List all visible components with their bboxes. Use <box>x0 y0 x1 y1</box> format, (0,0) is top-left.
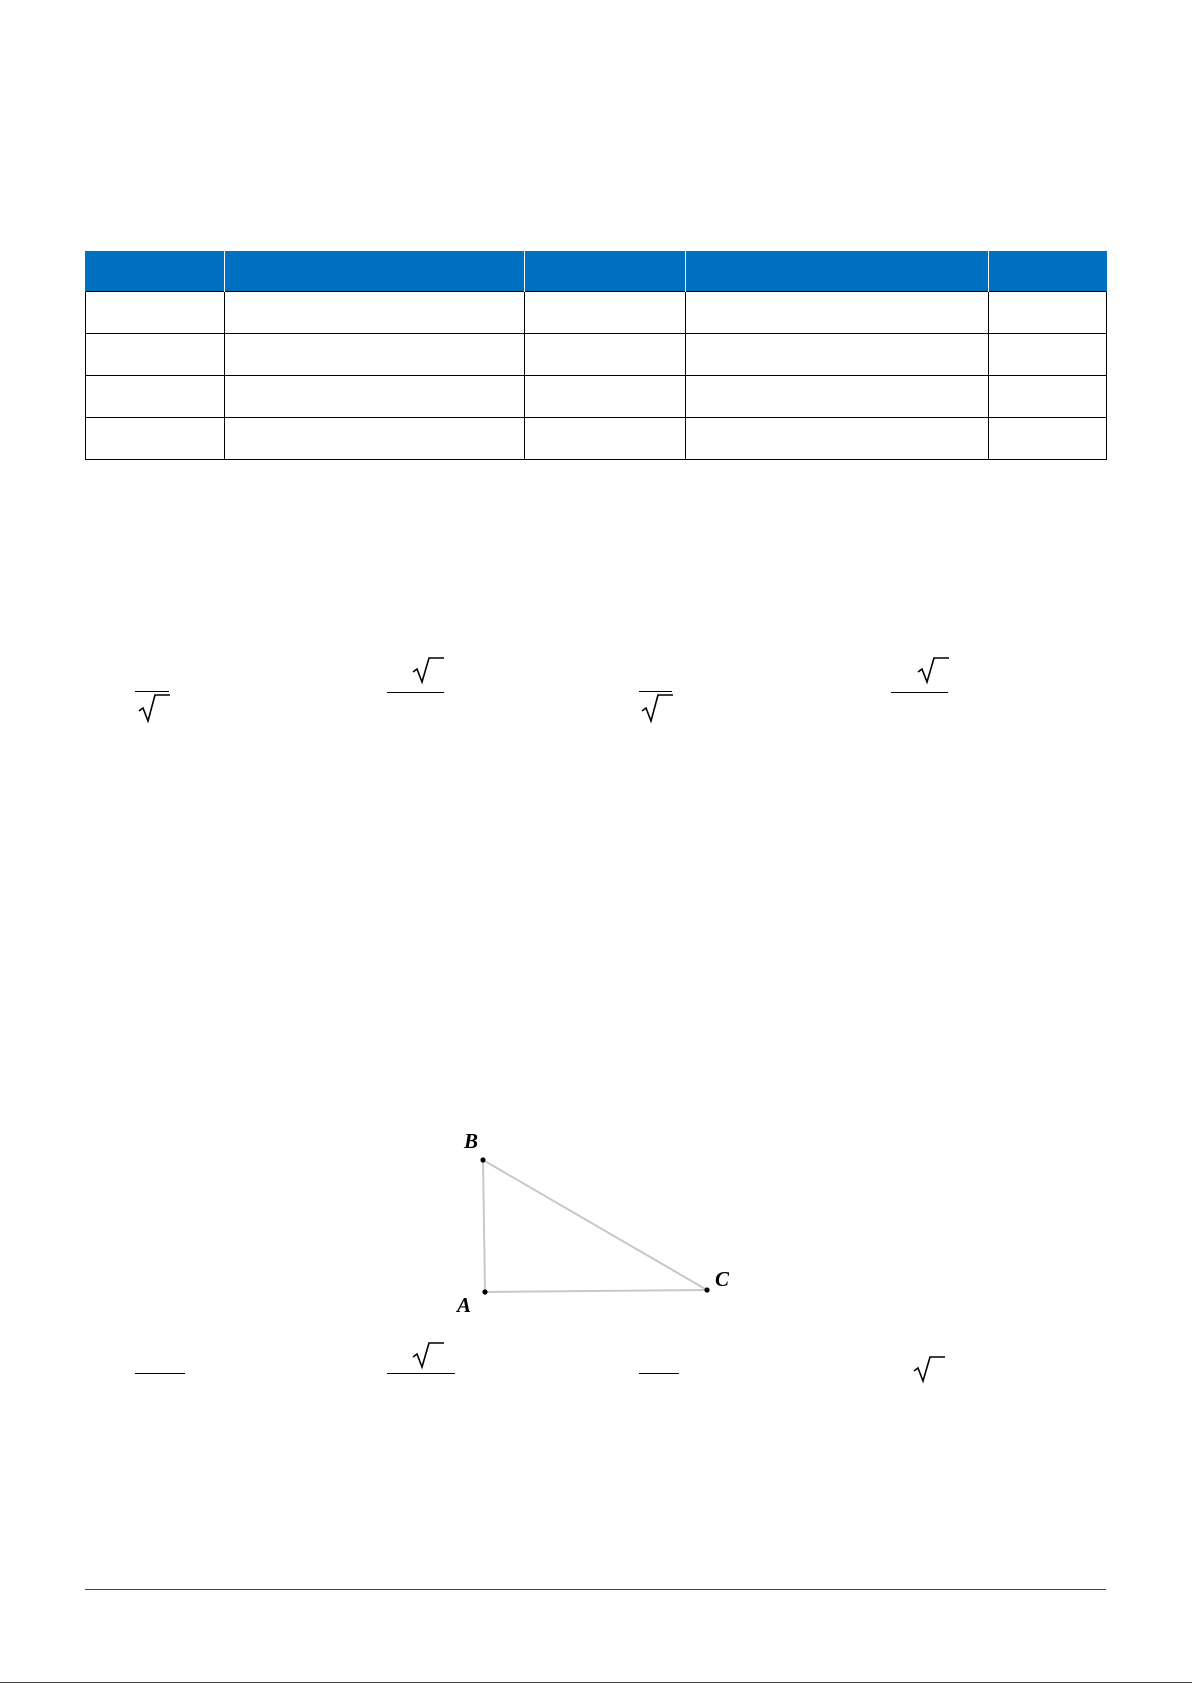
table-cell[interactable] <box>86 418 225 460</box>
table-cell[interactable] <box>525 292 686 334</box>
sqrt-icon <box>917 656 949 686</box>
table-cell[interactable] <box>525 334 686 376</box>
vertex-b-point <box>480 1157 485 1162</box>
sqrt-icon <box>412 656 444 686</box>
table-cell[interactable] <box>525 376 686 418</box>
table-cell[interactable] <box>686 334 989 376</box>
triangle-side-bc <box>483 1160 707 1290</box>
table-cell[interactable] <box>225 292 525 334</box>
right-triangle-figure <box>440 1125 740 1315</box>
table-header-cell <box>989 251 1107 292</box>
table-cell[interactable] <box>686 376 989 418</box>
table-cell[interactable] <box>525 418 686 460</box>
table-cell[interactable] <box>86 376 225 418</box>
vertex-b-label: B <box>464 1129 479 1153</box>
vertex-a-point <box>482 1289 487 1294</box>
footer-divider <box>85 1589 1106 1590</box>
table-header-cell <box>225 251 525 292</box>
fraction-bar <box>891 692 948 693</box>
table-cell[interactable] <box>989 334 1107 376</box>
table-cell[interactable] <box>989 418 1107 460</box>
table-row <box>86 292 1107 334</box>
page-bottom-edge <box>0 1682 1192 1683</box>
table-header-cell <box>525 251 686 292</box>
vertex-c-point <box>704 1287 709 1292</box>
table-cell[interactable] <box>86 334 225 376</box>
table-cell[interactable] <box>225 334 525 376</box>
table-row <box>86 418 1107 460</box>
fraction-bar <box>387 1373 455 1374</box>
sqrt-icon <box>641 693 673 723</box>
fraction-bar <box>387 692 444 693</box>
answer-table <box>85 251 1107 460</box>
table-header-row <box>86 251 1107 292</box>
table-cell[interactable] <box>989 292 1107 334</box>
table-row <box>86 376 1107 418</box>
table-cell[interactable] <box>86 292 225 334</box>
table-cell[interactable] <box>989 376 1107 418</box>
table-header-cell <box>686 251 989 292</box>
table-cell[interactable] <box>225 376 525 418</box>
sqrt-icon <box>913 1355 945 1385</box>
vertex-a-label: A <box>457 1293 472 1315</box>
fraction-bar <box>135 691 169 692</box>
table-row <box>86 334 1107 376</box>
table-cell[interactable] <box>686 418 989 460</box>
sqrt-icon <box>412 1341 444 1371</box>
table-cell[interactable] <box>225 418 525 460</box>
fraction-bar <box>639 1373 679 1374</box>
fraction-bar <box>639 691 672 692</box>
table-header-cell <box>86 251 225 292</box>
table-cell[interactable] <box>686 292 989 334</box>
fraction-bar <box>135 1373 185 1374</box>
vertex-c-label: C <box>715 1267 730 1291</box>
triangle-side-ab <box>483 1160 485 1292</box>
sqrt-icon <box>138 693 170 723</box>
triangle-side-ac <box>485 1290 707 1292</box>
